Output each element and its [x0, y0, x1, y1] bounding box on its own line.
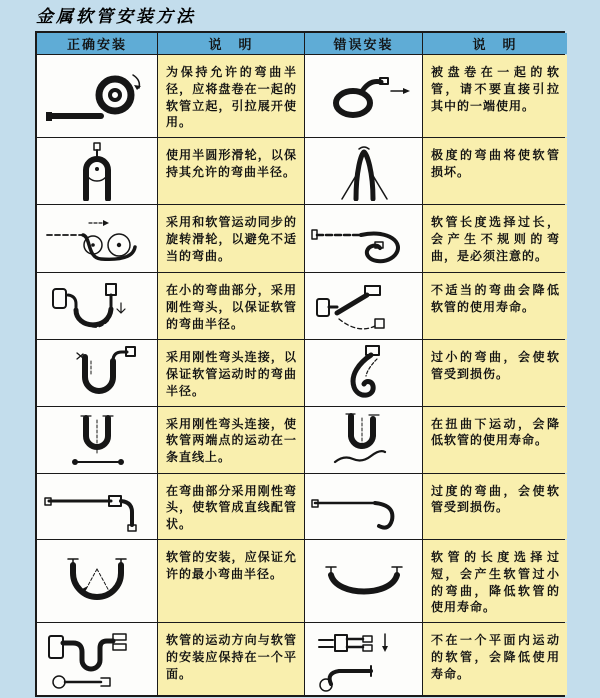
installation-table [35, 31, 565, 697]
header-wrong-description: 说 明 [422, 33, 567, 54]
table-row [37, 272, 563, 339]
min-bend-radius-illustration [41, 551, 153, 611]
correct-description: 采用刚性弯头连接，使软管两端点的运动在一条直线上。 [157, 407, 304, 473]
correct-description: 软管的运动方向与软管的安装应保持在一个平面。 [157, 623, 304, 695]
table-row [37, 339, 563, 405]
rigid-elbow-connection-illustration [41, 343, 153, 403]
twisted-motion-illustration [309, 410, 419, 470]
wrong-image-cell [304, 205, 422, 272]
wrong-description: 软管长度选择过长，会产生不规则的弯曲，是必须注意的。 [422, 205, 567, 272]
correct-image-cell [37, 540, 157, 622]
overlong-hose-illustration [309, 209, 419, 269]
straight-piping-illustration [41, 477, 153, 535]
excessive-bend-illustration [309, 477, 419, 535]
correct-image-cell [37, 407, 157, 473]
correct-description: 采用刚性弯头连接，以保证软管运动时的弯曲半径。 [157, 340, 304, 405]
rigid-elbow-small-bend-illustration [41, 275, 153, 337]
correct-description: 在小的弯曲部分，采用刚性弯头，以保证软管的弯曲半径。 [157, 273, 304, 339]
table-row [37, 137, 563, 204]
wrong-image-cell [304, 273, 422, 339]
correct-image-cell [37, 138, 157, 204]
correct-image-cell [37, 623, 157, 695]
wrong-image-cell [304, 407, 422, 473]
header-correct-install: 正确安装 [37, 33, 157, 54]
too-small-bend-illustration [309, 343, 419, 403]
wrong-description: 过小的弯曲，会使软管受到损伤。 [422, 340, 567, 405]
correct-image-cell [37, 474, 157, 539]
wrong-description: 过度的弯曲，会使软管受到损伤。 [422, 474, 567, 539]
correct-description: 使用半圆形滑轮，以保持其允许的弯曲半径。 [157, 138, 304, 204]
table-row [37, 473, 563, 539]
correct-description: 采用和软管运动同步的旋转滑轮，以避免不适当的弯曲。 [157, 205, 304, 272]
wrong-image-cell [304, 540, 422, 622]
table-row [37, 54, 563, 137]
too-short-hose-illustration [309, 551, 419, 611]
improper-bend-illustration [309, 275, 419, 337]
correct-description: 软管的安装，应保证允许的最小弯曲半径。 [157, 540, 304, 622]
page-title: 金属软管安装方法 [36, 7, 196, 26]
wrong-description: 极度的弯曲将使软管损坏。 [422, 138, 567, 204]
correct-description: 为保持允许的弯曲半径，应将盘卷在一起的软管立起，引拉展开使用。 [157, 55, 304, 137]
straight-line-motion-illustration [41, 410, 153, 470]
correct-image-cell [37, 273, 157, 339]
wrong-description: 被盘卷在一起的软管，请不要直接引拉其中的一端使用。 [422, 55, 567, 137]
correct-description: 在弯曲部分采用刚性弯头，使软管成直线配管状。 [157, 474, 304, 539]
correct-image-cell [37, 55, 157, 137]
table-row [37, 539, 563, 622]
wrong-description: 不在一个平面内运动的软管，会降低使用寿命。 [422, 623, 567, 695]
table-row [37, 406, 563, 473]
extreme-bend-illustration [309, 141, 419, 201]
same-plane-motion-illustration [41, 626, 153, 692]
out-of-plane-illustration [309, 626, 419, 692]
pulled-coil-illustration [309, 65, 419, 127]
correct-image-cell [37, 205, 157, 272]
wrong-image-cell [304, 474, 422, 539]
table-header-row [37, 33, 563, 54]
wrong-image-cell [304, 623, 422, 695]
standing-coil-illustration [41, 65, 153, 127]
wrong-image-cell [304, 340, 422, 405]
table-row [37, 622, 563, 695]
wrong-image-cell [304, 138, 422, 204]
wrong-image-cell [304, 55, 422, 137]
correct-image-cell [37, 340, 157, 405]
wrong-description: 不适当的弯曲会降低软管的使用寿命。 [422, 273, 567, 339]
header-correct-description: 说 明 [157, 33, 304, 54]
wrong-description: 在扭曲下运动，会降低软管的使用寿命。 [422, 407, 567, 473]
table-row [37, 204, 563, 272]
header-wrong-install: 错误安装 [304, 33, 422, 54]
wrong-description: 软管的长度选择过短，会产生软管过小的弯曲，降低软管的使用寿命。 [422, 540, 567, 622]
rotating-pulleys-illustration [41, 209, 153, 269]
semicircular-pulley-illustration [41, 141, 153, 201]
